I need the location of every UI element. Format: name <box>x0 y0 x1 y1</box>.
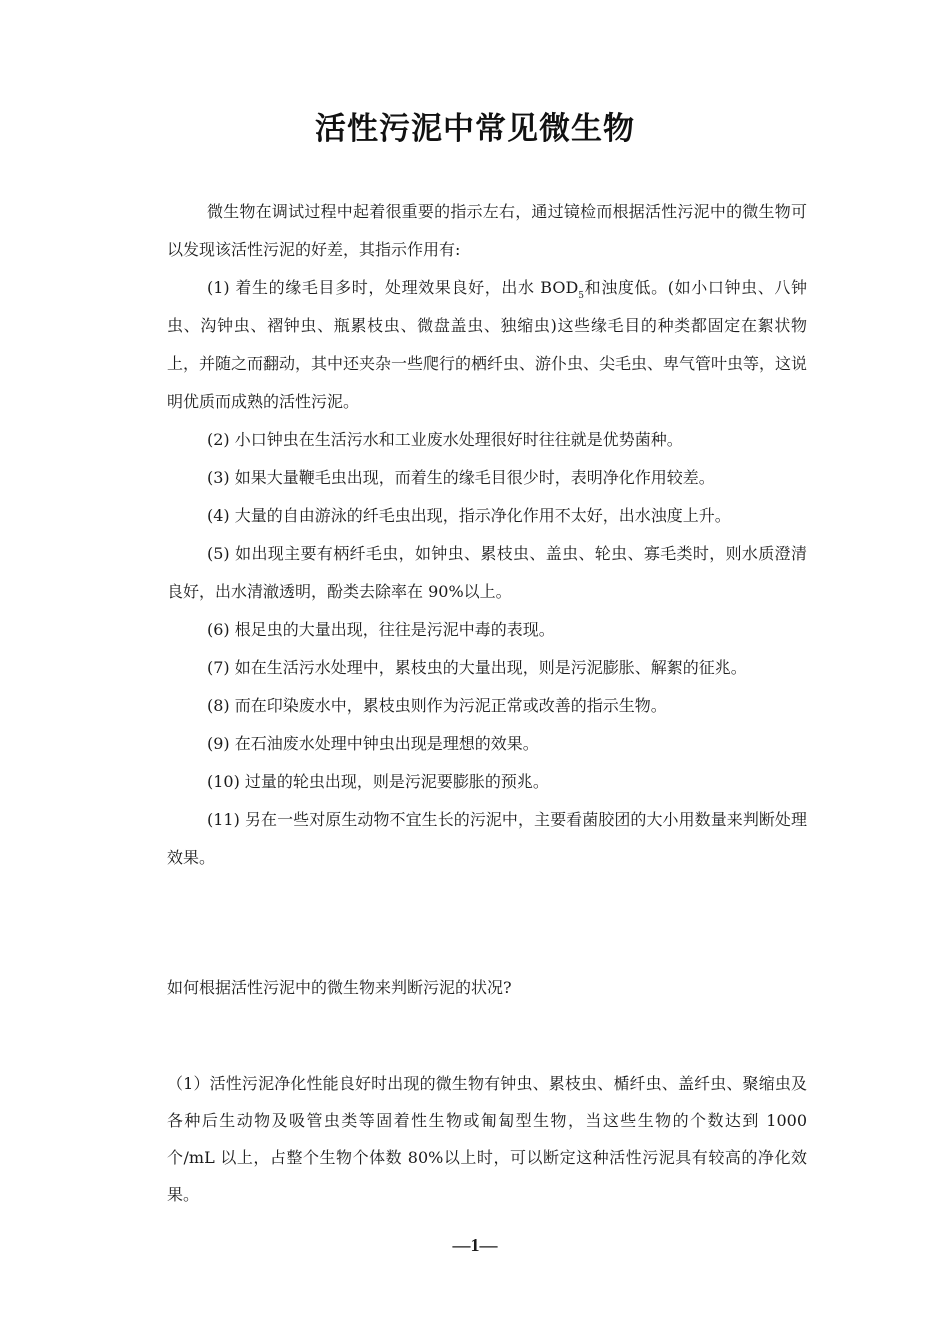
list-item-3: (3) 如果大量鞭毛虫出现，而着生的缘毛目很少时，表明净化作用较差。 <box>207 468 715 487</box>
list-item-2: (2) 小口钟虫在生活污水和工业废水处理很好时往往就是优势菌种。 <box>207 430 683 449</box>
list-item-9: (9) 在石油废水处理中钟虫出现是理想的效果。 <box>207 734 539 753</box>
list-item-6: (6) 根足虫的大量出现，往往是污泥中毒的表现。 <box>207 620 555 639</box>
answer-paragraph: （1）活性污泥净化性能良好时出现的微生物有钟虫、累枝虫、楯纤虫、盖纤虫、聚缩虫及各种后生动物及吸管虫类等固着性生物或匍匐型生物，当这些生物的个数达到 1000 个/mL 以上，占整个生物个体数 80%以上时，可以断定这种活性污泥具有较高的净化效果。 <box>167 1074 807 1204</box>
section-question: 如何根据活性污泥中的微生物来判断污泥的状况? <box>167 978 512 997</box>
list-item-11: (11) 另在一些对原生动物不宜生长的污泥中，主要看菌胶团的大小用数量来判断处理效果。 <box>167 810 807 867</box>
page-number: —1— <box>452 1235 498 1255</box>
list-item-1-suffix: 和浊度低。(如小口钟虫、八钟虫、沟钟虫、褶钟虫、瓶累枝虫、微盘盖虫、独缩虫)这些缘毛目的种类都固定在絮状物上，并随之而翻动，其中还夹杂一些爬行的栖纤虫、游仆虫、尖毛虫、卑气管叶虫等，这说明优质而成熟的活性污泥。 <box>167 278 808 411</box>
list-item-10: (10) 过量的轮虫出现，则是污泥要膨胀的预兆。 <box>207 772 549 791</box>
intro-paragraph: 微生物在调试过程中起着很重要的指示左右，通过镜检而根据活性污泥中的微生物可以发现该活性污泥的好差，其指示作用有: <box>167 202 807 259</box>
document-title: 活性污泥中常见微生物 <box>315 111 635 147</box>
list-item-7: (7) 如在生活污水处理中，累枝虫的大量出现，则是污泥膨胀、解絮的征兆。 <box>207 658 747 677</box>
document-body <box>167 193 807 877</box>
list-item-5: (5) 如出现主要有柄纤毛虫，如钟虫、累枝虫、盖虫、轮虫、寡毛类时，则水质澄清良好，出水清澈透明，酚类去除率在 90%以上。 <box>167 544 807 601</box>
list-item-8: (8) 而在印染废水中，累枝虫则作为污泥正常或改善的指示生物。 <box>207 696 667 715</box>
bod-subscript: 5 <box>578 291 585 301</box>
list-item-1-prefix: (1) 着生的缘毛目多时，处理效果良好，出水 BOD <box>207 278 579 297</box>
list-item-4: (4) 大量的自由游泳的纤毛虫出现，指示净化作用不太好，出水浊度上升。 <box>207 506 731 525</box>
list-item-1 <box>167 269 807 421</box>
